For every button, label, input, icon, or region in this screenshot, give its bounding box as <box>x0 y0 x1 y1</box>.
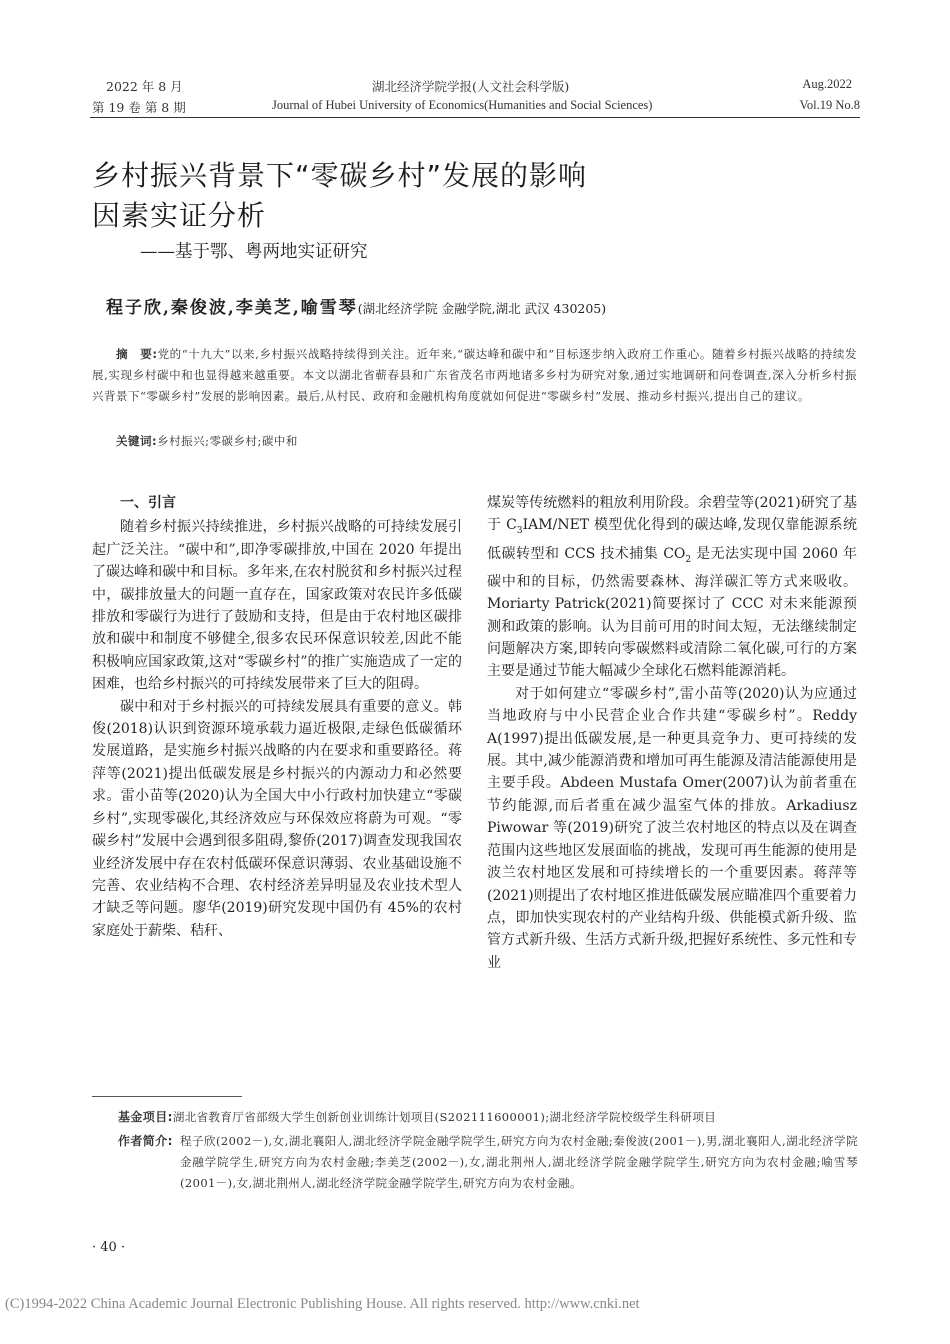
paragraph: 煤炭等传统燃料的粗放利用阶段。余碧莹等(2021)研究了基于 $C_3IAM$/NET 模型优化得到的碳达峰,发现仅靠能源系统低碳转型和 CCS 技术捕集 $CO_2$ 是无法实现中国 2060 年碳中和的目标，仍然需要森林、海洋碳汇等方式来吸收。Moriarty Patrick(2021)简要探讨了 CCC 对未来能源预测和政策的影响。认为目前可用的时间太短，无法继续制定问题解决方案,即转向零碳燃料或清除二氧化碳,可行的方案主要是通过节能大幅减少全球化石燃料能源消耗。 <box>487 495 857 680</box>
abstract <box>92 344 857 407</box>
section-heading: 一、引言 <box>120 495 176 511</box>
paragraph: 碳中和对于乡村振兴的可持续发展具有重要的意义。韩俊(2018)认识到资源环境承载力逼近极限,走绿色低碳循环发展道路，是实施乡村振兴战略的内在要求和重要路径。蒋萍等(2021)提出低碳发展是乡村振兴的内源动力和必然要求。雷小苗等(2020)认为全国大中小行政村加快建立“零碳乡村”,实现零碳化,其经济效应与环保效应将蔚为可观。“零碳乡村”发展中会遇到很多阻碍,黎侨(2017)调查发现我国农业经济发展中存在农村低碳环保意识薄弱、农业基础设施不完善、农业结构不合理、农村经济差异明显及农业技术型人才缺乏等问题。廖华(2019)研究发现中国仍有 45%的农村家庭处于薪柴、秸秆、 <box>92 698 462 939</box>
paragraph: 对于如何建立“零碳乡村”,雷小苗等(2020)认为应通过当地政府与中小民营企业合作共建“零碳乡村”。Reddy A(1997)提出低碳发展,是一种更具竞争力、更可持续的发展。其中,减少能源消费和增加可再生能源及清洁能源使用是主要手段。Abdeen Mustafa Omer(2007)认为前者重在节约能源,而后者重在减少温室气体的排放。Arkadiusz Piwowar 等(2019)研究了波兰农村地区的特点以及在调查范围内这些地区发展面临的挑战，发现可再生能源的使用是波兰农村地区发展和可持续增长的一个重要因素。蒋萍等(2021)则提出了农村地区推进低碳发展应瞄准四个重要着力点，即加快实现农村的产业结构升级、供能模式新升级、监管方式新升级、生活方式新升级,把握好系统性、多元性和专业 <box>487 685 857 971</box>
keywords-text: 乡村振兴;零碳乡村;碳中和 <box>157 434 298 448</box>
author-line <box>106 293 606 318</box>
article-title-line2: 因素实证分析 <box>92 199 267 232</box>
page-number: · 40 · <box>92 1240 126 1255</box>
keywords <box>92 431 857 452</box>
article-title-line1: 乡村振兴背景下“零碳乡村”发展的影响 <box>92 159 588 192</box>
header-journal-cn: 湖北经济学院学报(人文社会科学版) <box>372 79 570 94</box>
header-date-en: Aug.2022 <box>802 77 852 91</box>
abstract-text: 党的“十九大”以来,乡村振兴战略持续得到关注。近年来,“碳达峰和碳中和”目标逐步纳入政府工作重心。随着乡村振兴战略的持续发展,实现乡村碳中和也显得越来越重要。本文以湖北省蕲春县和广东省茂名市两地诸多乡村为研究对象,通过实地调研和问卷调查,深入分析乡村振兴背景下“零碳乡村”发展的影响因素。最后,从村民、政府和金融机构角度就如何促进“零碳乡村”发展、推动乡村振兴,提出自己的建议。 <box>92 347 857 403</box>
header-rule <box>90 117 860 118</box>
footnote-bio <box>118 1131 858 1194</box>
body-right-column <box>487 492 857 974</box>
copyright-notice: (C)1994-2022 China Academic Journal Electronic Publishing House. All rights reserved. http://www.cnki.net <box>5 1296 640 1312</box>
header-volume-en: Vol.19 No.8 <box>799 98 860 112</box>
author-affiliation: (湖北经济学院 金融学院,湖北 武汉 430205) <box>357 301 607 316</box>
footnote-rule <box>92 1096 242 1097</box>
bio-text: 程子欣(2002－),女,湖北襄阳人,湖北经济学院金融学院学生,研究方向为农村金融;秦俊波(2001－),男,湖北襄阳人,湖北经济学院金融学院学生,研究方向为农村金融;李美芝(2002－),女,湖北荆州人,湖北经济学院金融学院学生,研究方向为农村金融;喻雪琴(2001－),女,湖北荆州人,湖北经济学院金融学院学生,研究方向为农村金融。 <box>180 1134 858 1190</box>
article-subtitle: ——基于鄂、粤两地实证研究 <box>140 242 368 262</box>
bio-label: 作者简介: <box>118 1134 173 1148</box>
header-volume-cn: 第 19 卷 第 8 期 <box>92 100 186 115</box>
fund-label: 基金项目: <box>118 1110 173 1124</box>
author-names: 程子欣,秦俊波,李美芝,喻雪琴 <box>106 298 358 318</box>
paragraph: 随着乡村振兴持续推进，乡村振兴战略的可持续发展引起广泛关注。“碳中和”,即净零碳排放,中国在 2020 年提出了碳达峰和碳中和目标。多年来,在农村脱贫和乡村振兴过程中，碳排放量大的问题一直存在，国家政策对农民许多低碳排放和零碳行为进行了鼓励和支持，但是由于农村地区碳排放和碳中和制度不够健全,很多农民环保意识较差,因此不能积极响应国家政策,这对“零碳乡村”的推广实施造成了一定的困难，也给乡村振兴的可持续发展带来了巨大的阻碍。 <box>92 519 462 693</box>
header-journal-en: Journal of Hubei University of Economics(Humanities and Social Sciences) <box>272 98 653 112</box>
footnote-fund <box>118 1107 858 1128</box>
keywords-label: 关键词: <box>116 434 158 448</box>
fund-text: 湖北省教育厅省部级大学生创新创业训练计划项目(S202111600001);湖北经济学院校级学生科研项目 <box>172 1110 717 1124</box>
header-date-cn: 2022 年 8 月 <box>106 79 183 94</box>
abstract-label: 摘 要: <box>116 347 158 361</box>
body-left-column <box>92 492 462 942</box>
